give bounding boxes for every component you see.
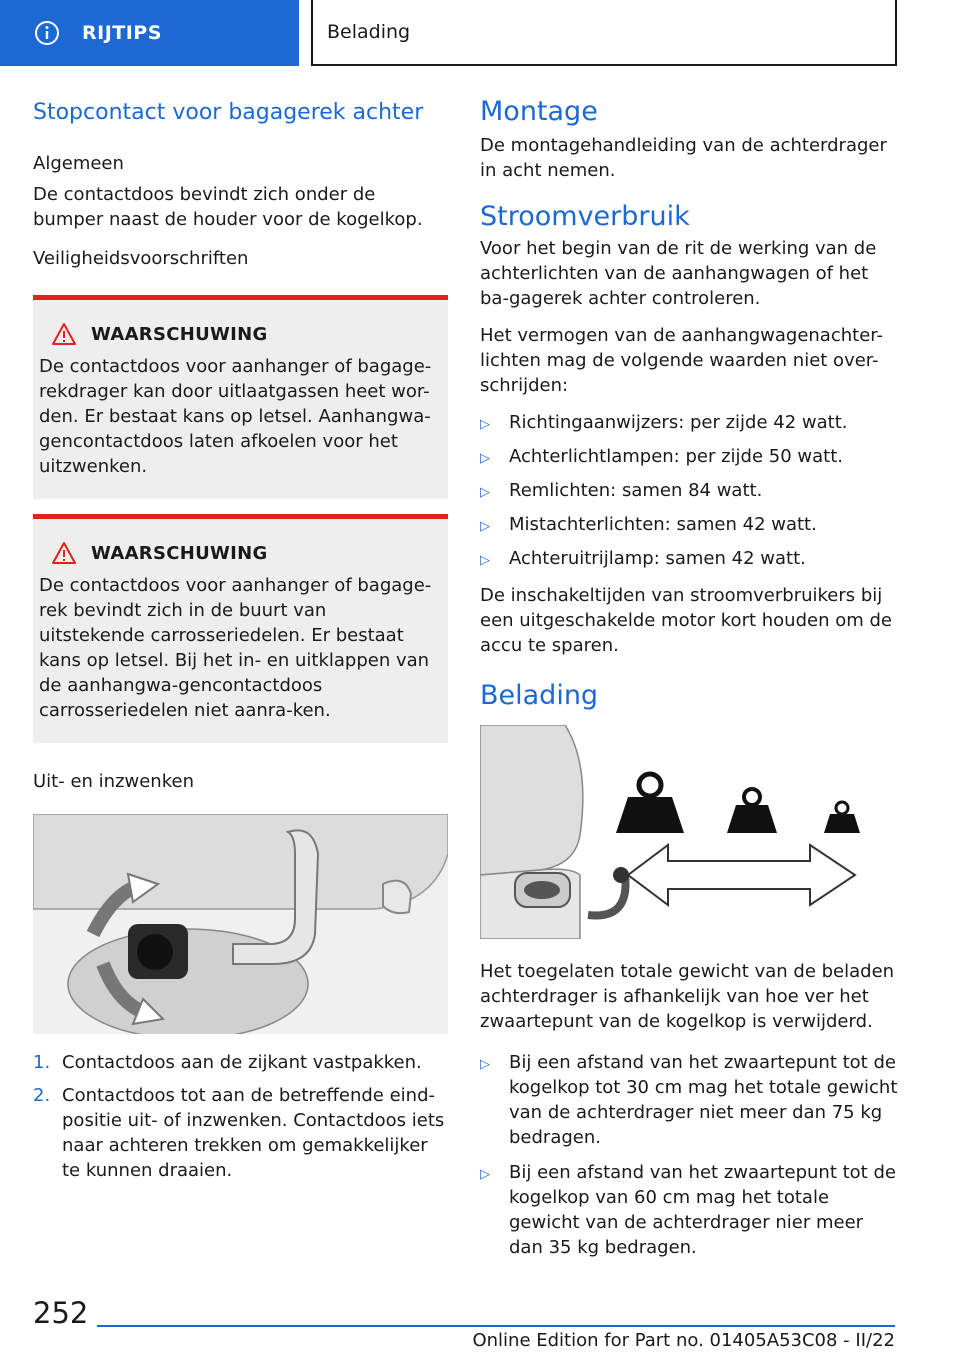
warning-title: WAARSCHUWING (91, 323, 268, 345)
load-distance-illustration (480, 725, 880, 939)
swing-heading: Uit- en inzwenken (33, 771, 194, 792)
header-bar (0, 0, 960, 66)
list-item-text: Richtingaanwijzers: per zijde 42 watt. (509, 412, 848, 433)
bullet-triangle-icon: ▷ (480, 553, 490, 568)
bullet-triangle-icon: ▷ (480, 417, 490, 432)
stroom-p3: De inschakeltijden van stroomverbruikers bij een uitgeschakelde motor kort houden om de accu te sparen. (480, 585, 892, 656)
step-text: Contactdoos tot aan de betreffende eind-positie uit- of inzwenken. Contactdoos iets naar achteren trekken om gemakkelijker te kunnen draaien. (62, 1085, 445, 1181)
right-column (480, 96, 900, 1260)
list-item (480, 1160, 900, 1260)
montage-title: Montage (480, 96, 598, 127)
montage-text: De montagehandleiding van de achterdrager in acht nemen. (480, 135, 887, 181)
section-tab[interactable] (0, 0, 299, 66)
algemeen-text: De contactdoos bevindt zich onder de bumper naast de houder voor de kogelkop. (33, 184, 423, 230)
list-item (480, 444, 900, 471)
warning-title: WAARSCHUWING (91, 542, 268, 564)
bullet-triangle-icon: ▷ (480, 485, 490, 500)
list-item (480, 512, 900, 539)
left-column (33, 96, 448, 1183)
section-label: RIJTIPS (82, 22, 162, 44)
power-limits-list (480, 410, 900, 573)
list-item-text: Achterlichtlampen: per zijde 50 watt. (509, 446, 843, 467)
tow-hook-socket-illustration (33, 814, 448, 1034)
section-title: Stopcontact voor bagagerek achter (33, 100, 424, 125)
stroom-p2: Het vermogen van de aanhangwagenachter-lichten mag de volgende waarden niet over-schrijden: (480, 325, 884, 396)
list-item (480, 410, 900, 437)
list-item-text: Bij een afstand van het zwaartepunt tot de kogelkop tot 30 cm mag het totale gewicht van de achterdrager niet meer dan 75 kg bedragen. (509, 1052, 898, 1148)
list-item-text: Achteruitrijlamp: samen 42 watt. (509, 548, 806, 569)
algemeen-heading: Algemeen (33, 153, 124, 174)
step-text: Contactdoos aan de zijkant vastpakken. (62, 1052, 422, 1073)
steps-list (33, 1050, 448, 1183)
belading-text: Het toegelaten totale gewicht van de beladen achterdrager is afhankelijk van hoe ver het zwaartepunt van de kogelkop is verwijderd. (480, 961, 895, 1032)
list-item (480, 478, 900, 505)
list-item (33, 1083, 448, 1183)
bullet-triangle-icon: ▷ (480, 519, 490, 534)
list-item (33, 1050, 448, 1075)
list-item-text: Mistachterlichten: samen 42 watt. (509, 514, 817, 535)
bullet-triangle-icon: ▷ (480, 1167, 490, 1182)
list-item (480, 1050, 900, 1150)
safety-heading: Veiligheidsvoorschriften (33, 248, 249, 269)
warning-text: De contactdoos voor aanhanger of bagage-rek bevindt zich in de buurt van uitstekende carrosseriedelen. Er bestaat kans op letsel. Bij het in- en uitklappen van de aanhangwa-gencontactdoos carrosseriedelen niet aanra-ken. (39, 575, 432, 721)
stroom-title: Stroomverbruik (480, 201, 690, 232)
warning-box-2 (33, 514, 448, 743)
list-item (480, 546, 900, 573)
info-circle-icon (34, 20, 60, 46)
list-item-text: Bij een afstand van het zwaartepunt tot de kogelkop van 60 cm mag het totale gewicht van de achterdrager nier meer dan 35 kg bedragen. (509, 1162, 896, 1258)
load-rules-list (480, 1050, 900, 1260)
footer-divider (97, 1325, 895, 1327)
edition-text: Online Edition for Part no. 01405A53C08 - II/22 (472, 1330, 895, 1351)
stroom-p1: Voor het begin van de rit de werking van de achterlichten van de aanhangwagen of het ba-gagerek achter controleren. (480, 238, 877, 309)
topic-tab (311, 0, 897, 66)
warning-triangle-icon (51, 541, 77, 565)
belading-title: Belading (480, 680, 599, 711)
page-number: 252 (33, 1296, 89, 1330)
warning-triangle-icon (51, 322, 77, 346)
list-item-text: Remlichten: samen 84 watt. (509, 480, 763, 501)
warning-text: De contactdoos voor aanhanger of bagage-rekdrager kan door uitlaatgassen heet wor-den. Er bestaat kans op letsel. Aanhangwa-gencontactdoos laten afkoelen voor het uitzwenken. (39, 356, 432, 477)
warning-box-1 (33, 295, 448, 499)
bullet-triangle-icon: ▷ (480, 1057, 490, 1072)
topic-label: Belading (327, 21, 411, 43)
step-number: 1. (33, 1052, 51, 1073)
step-number: 2. (33, 1085, 51, 1106)
bullet-triangle-icon: ▷ (480, 451, 490, 466)
